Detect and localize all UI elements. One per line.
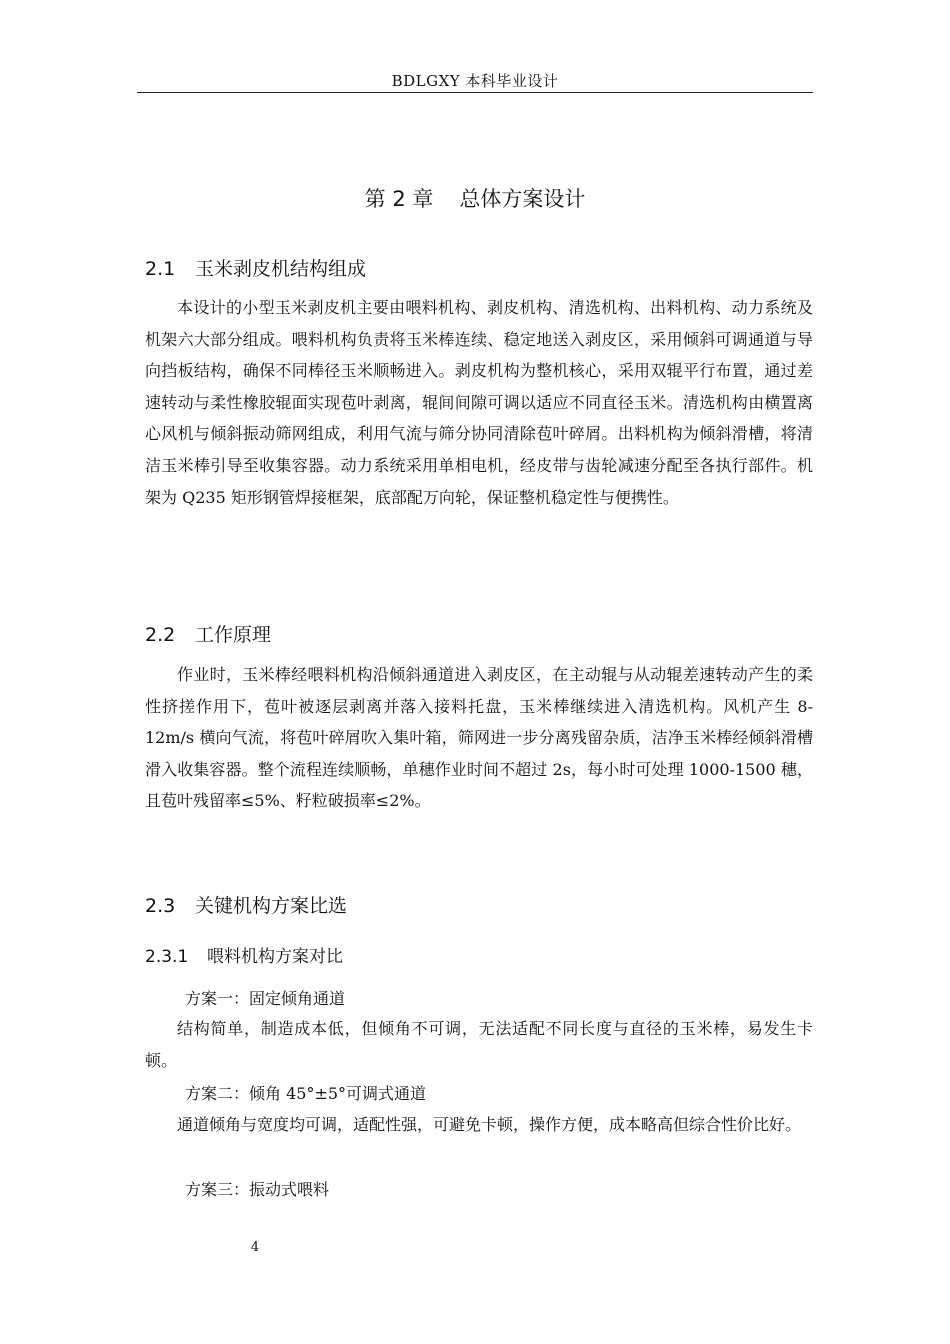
section-heading-2-3 [145,891,347,918]
section-2-1-paragraph: 本设计的小型玉米剥皮机主要由喂料机构、剥皮机构、清选机构、出料机构、动力系统及机架六大部分组成。喂料机构负责将玉米棒连续、稳定地送入剥皮区，采用倾斜可调通道与导向挡板结构，确保不同棒径玉米顺畅进入。剥皮机构为整机核心，采用双辊平行布置，通过差速转动与柔性橡胶辊面实现苞叶剥离，辊间间隙可调以适应不同直径玉米。清选机构由横置离心风机与倾斜振动筛网组成，利用气流与筛分协同清除苞叶碎屑。出料机构为倾斜滑槽，将清洁玉米棒引导至收集容器。动力系统采用单相电机，经皮带与齿轮减速分配至各执行部件。机架为 Q235 矩形钢管焊接框架，底部配万向轮，保证整机稳定性与便携性。 [145,298,813,507]
plan-1-title: 方案一：固定倾角通道 [185,989,346,1008]
plan-1-description: 结构简单，制造成本低，但倾角不可调，无法适配不同长度与直径的玉米棒，易发生卡顿。 [145,1019,813,1070]
plan-3-title: 方案三：振动式喂料 [185,1180,330,1199]
section-heading-2-1 [145,254,366,281]
section-number: 2.1 [145,258,176,280]
subsection-heading-2-3-1 [145,942,343,967]
chapter-number: 第 2 章 [364,187,434,211]
plan-2-description: 通道倾角与宽度均可调，适配性强，可避免卡顿，操作方便，成本略高但综合性价比好。 [177,1115,802,1134]
chapter-heading [137,183,813,213]
chapter-title: 总体方案设计 [459,187,586,211]
plan-2-title: 方案二：倾角 45°±5°可调式通道 [185,1084,427,1103]
section-heading-2-2 [145,620,271,647]
section-title: 玉米剥皮机结构组成 [195,258,367,280]
page-header: BDLGXY 本科毕业设计 [391,72,559,90]
header-divider [137,92,813,93]
section-2-2-paragraph: 作业时，玉米棒经喂料机构沿倾斜通道进入剥皮区，在主动辊与从动辊差速转动产生的柔性挤搓作用下，苞叶被逐层剥离并落入接料托盘，玉米棒继续进入清选机构。风机产生 8-12m/s 横向气流，将苞叶碎屑吹入集叶箱，筛网进一步分离残留杂质，洁净玉米棒经倾斜滑槽滑入收集容器。整个流程连续顺畅，单穗作业时间不超过 2s，每小时可处理 1000-1500 穗，且苞叶残留率≤5%、籽粒破损率≤2%。 [145,665,813,811]
section-title: 工作原理 [195,624,272,646]
subsection-title: 喂料机构方案对比 [207,947,343,967]
section-number: 2.2 [145,624,176,646]
section-number: 2.3 [145,895,176,917]
subsection-number: 2.3.1 [145,947,189,967]
section-title: 关键机构方案比选 [195,895,348,917]
page-number: 4 [250,1240,260,1255]
